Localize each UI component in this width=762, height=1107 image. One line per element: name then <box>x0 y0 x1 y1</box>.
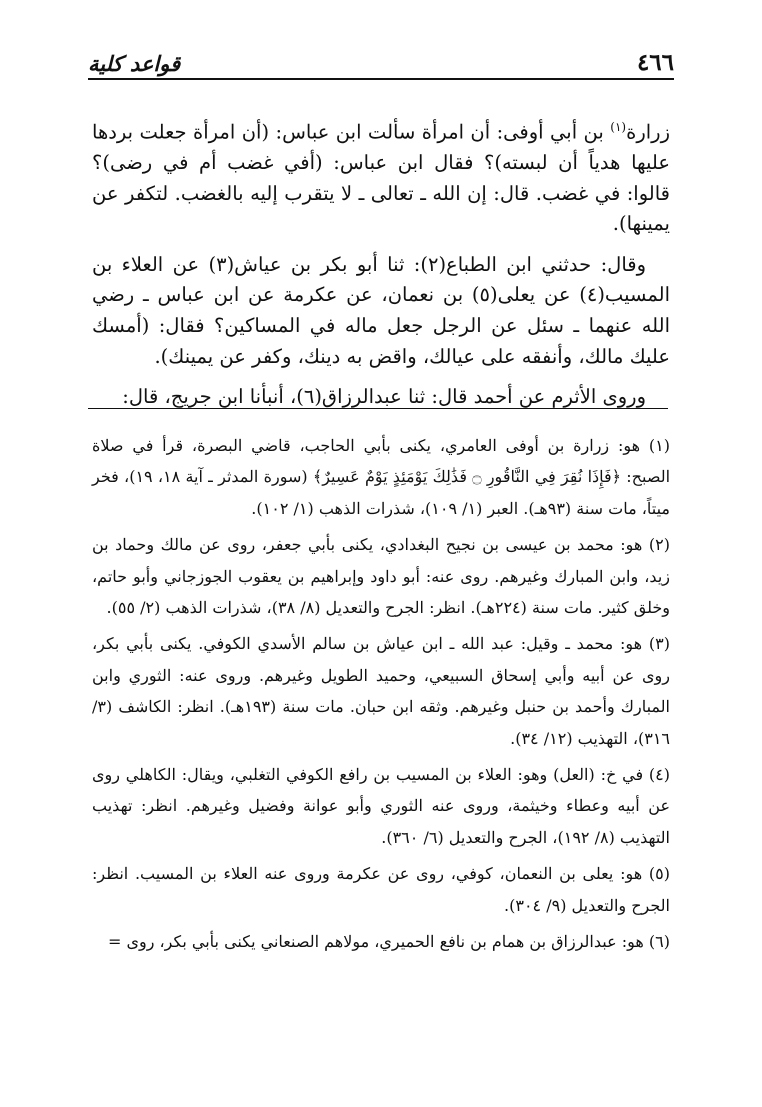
footnote-3: (٣) هو: محمد ـ وقيل: عبد الله ـ ابن عياش بن سالم الأسدي الكوفي. يكنى بأبي بكر، روى عن أبيه وأبي إسحاق السبيعي، وحميد الطويل وغيرهم. وروى عنه: الثوري وابن المبارك وأحمد بن حنبل وغيرهم. وثقه ابن حبان. مات سنة (١٩٣هـ). انظر: الكاشف (٣/ ٣١٦)، التهذيب (١٢/ ٣٤). <box>92 634 670 748</box>
main-text <box>92 112 670 423</box>
footnote-ref: (١) <box>610 120 627 134</box>
footnote-6: (٦) هو: عبدالرزاق بن همام بن نافع الحميري، مولاهم الصنعاني يكنى بأبي بكر، روى = <box>107 932 670 952</box>
paragraph-pre: زرارة <box>626 120 670 144</box>
paragraph-post: بن أبي أوفى: أن امرأة سألت ابن عباس: (أن امرأة جعلت بردها عليها هدياً أن لبسته)؟ فقال ابن عباس: (أفي غضب أم في رضى)؟ قالوا: في غضب. قال: إن الله ـ تعالى ـ لا يتقرب إليه بالغضب. لتكفر عن يمينها). <box>92 120 670 236</box>
header-rule <box>88 78 674 80</box>
footnote-4: (٤) في خ: (العل) وهو: العلاء بن المسيب بن رافع الكوفي التغلبي، ويقال: الكاهلي روى عن أبيه وعطاء وخيثمة، وروى عنه الثوري وأبو عوانة وفضيل وغيرهم. انظر: تهذيب التهذيب (٨/ ١٩٢)، الجرح والتعديل (٦/ ٣٦٠). <box>92 765 670 847</box>
footnotes <box>92 430 670 963</box>
footnote-separator <box>88 408 668 409</box>
paragraph-al-athram: وروى الأثرم عن أحمد قال: ثنا عبدالرزاق(٦)، أنبأنا ابن جريج، قال: <box>122 385 646 409</box>
paragraph-ibn-al-tabba: وقال: حدثني ابن الطباع(٢): ثنا أبو بكر بن عياش(٣) عن العلاء بن المسيب(٤) عن يعلى(٥) بن نعمان، عن عكرمة عن ابن عباس ـ رضي الله عنهما ـ سئل عن الرجل جعل ماله في المساكين؟ فقال: (أمسك عليك مالك، وأنفقه على عيالك، واقض به دينك، وكفر عن يمينك). <box>92 252 670 368</box>
footnote-5: (٥) هو: يعلى بن النعمان، كوفي، روى عن عكرمة وروى عنه العلاء بن المسيب. انظر: الجرح والتعديل (٩/ ٣٠٤). <box>92 864 670 915</box>
page-header <box>88 38 674 76</box>
footnote-1: (١) هو: زرارة بن أوفى العامري، يكنى بأبي الحاجب، قاضي البصرة، قرأ في صلاة الصبح: ﴿فَإِذَا نُقِرَ فِي النَّاقُورِ ۝ فَذَٰلِكَ يَوْمَئِذٍ يَوْمٌ عَسِيرٌ﴾ (سورة المدثر ـ آية ١٨، ١٩)، فخر ميتاً، مات سنة (٩٣هـ). العبر (١/ ١٠٩)، شذرات الذهب (١/ ١٠٢). <box>92 436 671 518</box>
footnote-2: (٢) هو: محمد بن عيسى بن نجيح البغدادي، يكنى بأبي جعفر، روى عن مالك وحماد بن زيد، وابن المبارك وغيرهم. روى عنه: أبو داود وإبراهيم بن يعقوب الجوزجاني وأبو حاتم، وخلق كثير. مات سنة (٢٢٤هـ). انظر: الجرح والتعديل (٨/ ٣٨)، شذرات الذهب (٢/ ٥٥). <box>92 535 671 618</box>
running-title: قواعد كلية <box>88 51 181 76</box>
page-number: ٤٦٦ <box>636 49 674 76</box>
paragraph-zurara <box>92 112 670 240</box>
